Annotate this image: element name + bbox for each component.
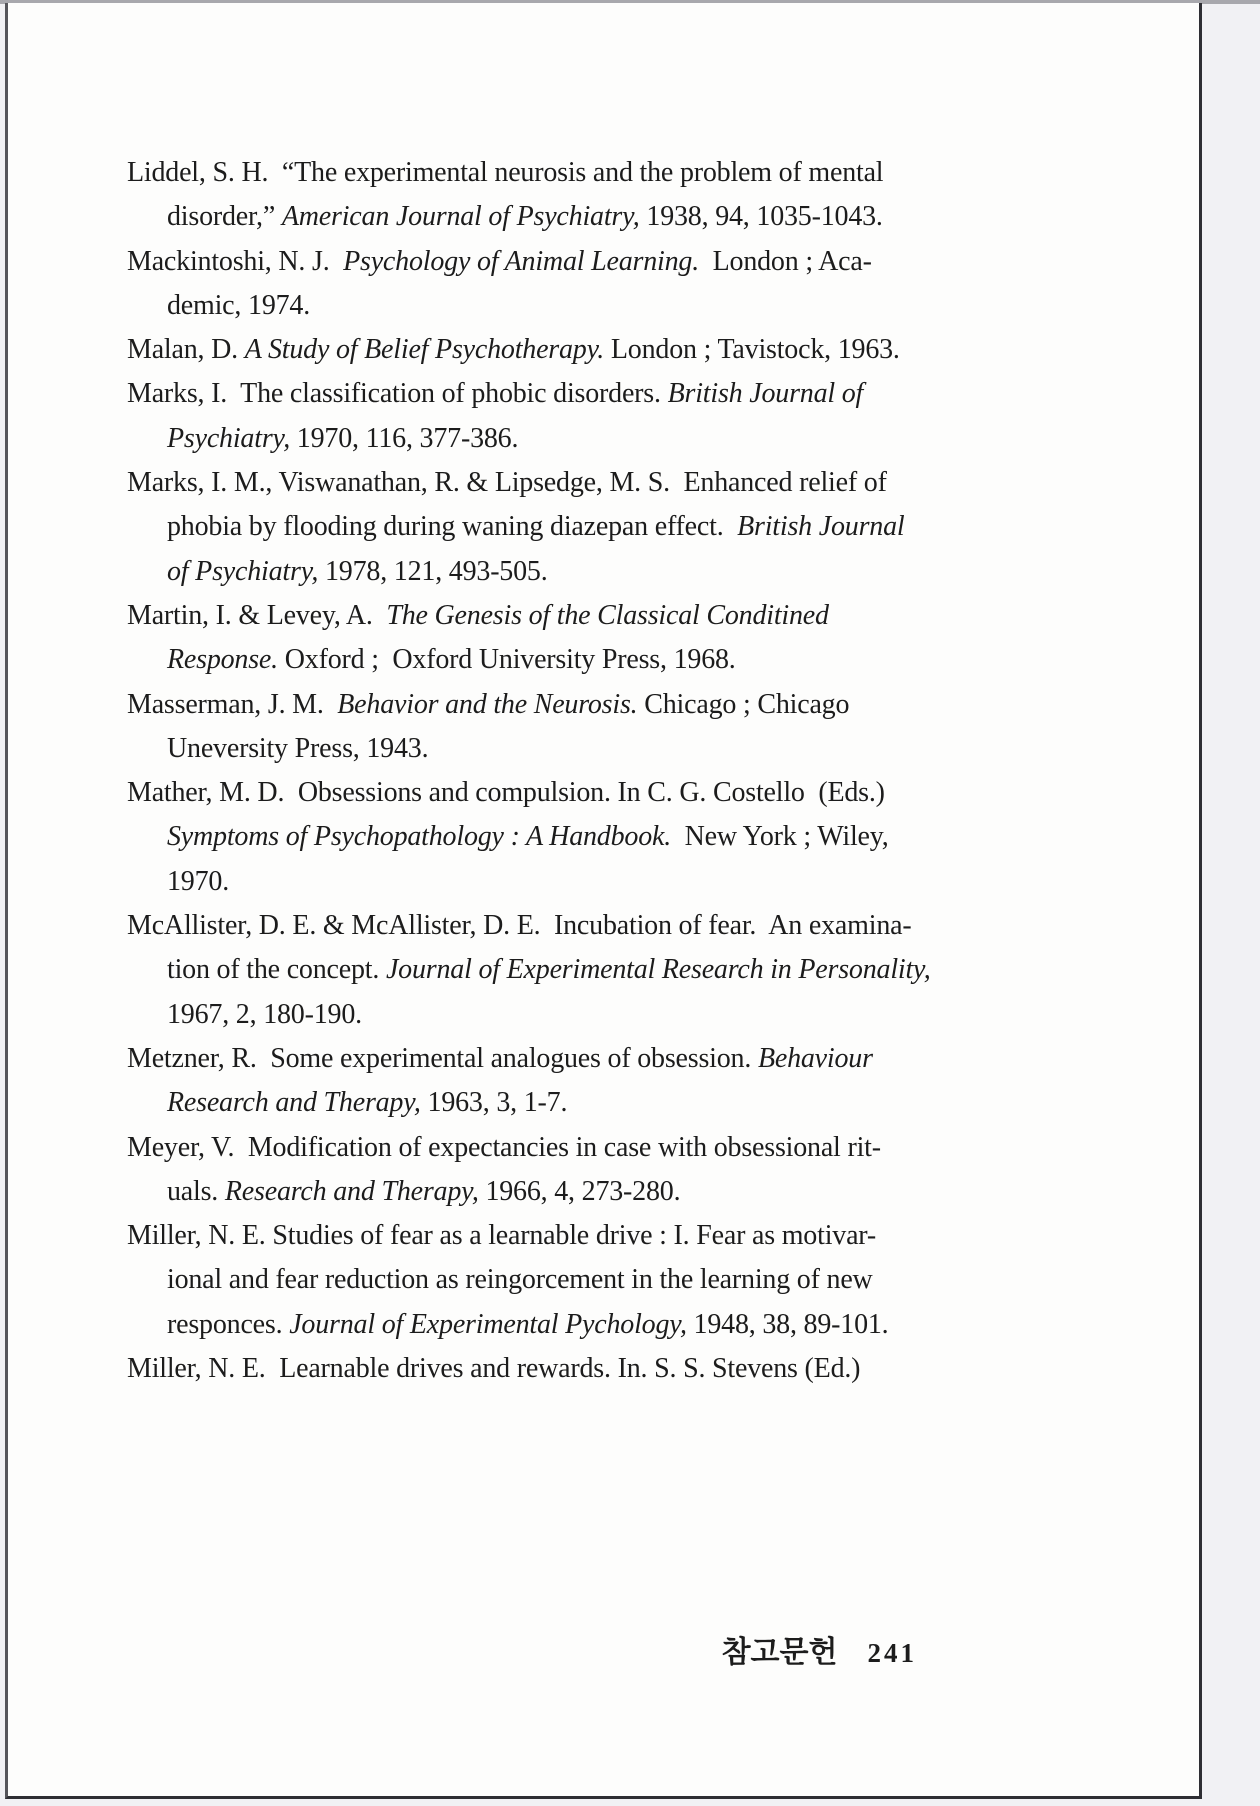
reference-line xyxy=(127,417,917,461)
reference-line xyxy=(127,284,917,328)
reference-text-segment: 1963, 3, 1-7. xyxy=(420,1087,568,1119)
reference-text-segment: Uneversity Press, 1943. xyxy=(167,732,429,764)
reference-line xyxy=(127,948,931,992)
reference-title-segment: British Journal xyxy=(737,511,905,543)
reference-entry xyxy=(127,461,917,594)
reference-title-segment: Journal of Experimental Research in Personality, xyxy=(385,954,931,986)
reference-entry xyxy=(127,372,917,461)
reference-text-segment: Miller, N. E. Studies of fear as a learnable drive : I. Fear as motivar- xyxy=(127,1220,876,1252)
reference-text-segment: ional and fear reduction as reingorcement in the learning of new xyxy=(167,1264,873,1296)
reference-entry xyxy=(127,1126,917,1215)
reference-text-segment: demic, 1974. xyxy=(167,289,311,321)
reference-text-segment: Mather, M. D. Obsessions and compulsion. In C. G. Costello (Eds.) xyxy=(127,777,885,809)
reference-text-segment: London ; Tavistock, 1963. xyxy=(604,334,900,366)
reference-text-segment: Marks, I. M., Viswanathan, R. & Lipsedge, M. S. Enhanced relief of xyxy=(127,467,887,499)
reference-line xyxy=(127,771,917,815)
reference-title-segment: Research and Therapy, xyxy=(224,1175,479,1207)
reference-text-segment: 1948, 38, 89-101. xyxy=(686,1308,889,1340)
reference-text-segment: McAllister, D. E. & McAllister, D. E. Incubation of fear. An examina- xyxy=(127,910,912,942)
reference-entry xyxy=(127,594,917,683)
reference-title-segment: Behaviour xyxy=(757,1042,873,1074)
reference-line xyxy=(127,815,917,859)
reference-title-segment: Response. xyxy=(167,644,278,676)
reference-line xyxy=(127,195,917,239)
reference-title-segment: Journal of Experimental Pychology, xyxy=(289,1308,687,1340)
reference-entry xyxy=(127,683,917,772)
reference-entry xyxy=(127,328,917,372)
reference-text-segment: Liddel, S. H. “The experimental neurosis and the problem of mental xyxy=(127,157,884,188)
reference-text-segment: Malan, D. xyxy=(127,334,245,366)
reference-entry xyxy=(127,240,917,329)
reference-line xyxy=(127,904,917,948)
reference-title-segment: Research and Therapy, xyxy=(167,1087,421,1119)
reference-title-segment: Psychology of Animal Learning. xyxy=(343,245,700,277)
reference-line xyxy=(127,683,917,727)
reference-text-segment: Metzner, R. Some experimental analogues of obsession. xyxy=(127,1042,758,1074)
reference-text-segment: 1967, 2, 180-190. xyxy=(167,998,362,1030)
reference-text-segment: 1970. xyxy=(167,865,230,897)
reference-line xyxy=(127,240,917,284)
footer-label: 참고문헌 xyxy=(721,1635,838,1670)
reference-text-segment: tion of the concept. xyxy=(167,954,386,986)
reference-line xyxy=(127,461,917,505)
reference-title-segment: Symptoms of Psychopathology : A Handbook. xyxy=(167,821,672,853)
reference-line xyxy=(127,1081,917,1125)
references-list xyxy=(127,151,931,1391)
reference-line xyxy=(127,860,917,904)
reference-line xyxy=(127,993,917,1037)
reference-line xyxy=(127,1303,917,1347)
page-footer xyxy=(127,1609,917,1689)
reference-text-segment: Miller, N. E. Learnable drives and rewards. In. S. S. Stevens (Ed.) xyxy=(127,1353,861,1385)
reference-line xyxy=(127,372,917,416)
reference-entry xyxy=(127,1037,917,1126)
reference-entry xyxy=(127,151,917,240)
page xyxy=(5,3,1202,1799)
reference-entry xyxy=(127,1347,917,1391)
reference-line xyxy=(127,550,917,594)
reference-text-segment: Mackintoshi, N. J. xyxy=(127,245,344,277)
reference-text-segment: Masserman, J. M. xyxy=(127,688,338,720)
reference-entry xyxy=(127,1214,917,1347)
reference-text-segment: Meyer, V. Modification of expectancies in case with obsessional rit- xyxy=(127,1131,881,1163)
reference-text-segment: 1978, 121, 493-505. xyxy=(318,555,548,587)
reference-line xyxy=(127,1037,917,1081)
reference-entry xyxy=(127,904,931,1037)
reference-text-segment: New York ; Wiley, xyxy=(671,821,889,853)
reference-line xyxy=(127,328,917,372)
reference-title-segment: A Study of Belief Psychotherapy. xyxy=(244,334,605,366)
reference-title-segment: British Journal of xyxy=(667,378,864,410)
reference-line xyxy=(127,1126,917,1170)
reference-line xyxy=(127,1170,917,1214)
reference-text-segment: phobia by flooding during waning diazepan effect. xyxy=(167,511,738,543)
reference-text-segment: Marks, I. The classification of phobic disorders. xyxy=(127,378,668,410)
reference-text-segment: Chicago ; Chicago xyxy=(637,688,850,720)
reference-line xyxy=(127,727,917,771)
reference-line xyxy=(127,505,917,549)
reference-text-segment: Oxford ; Oxford University Press, 1968. xyxy=(277,644,736,676)
reference-text-segment: 1966, 4, 273-280. xyxy=(478,1175,681,1207)
reference-text-segment: Martin, I. & Levey, A. xyxy=(127,599,387,631)
reference-line xyxy=(127,594,917,638)
reference-text-segment: London ; Aca- xyxy=(699,245,872,277)
reference-line xyxy=(127,1214,917,1258)
reference-entry xyxy=(127,771,917,904)
reference-line xyxy=(127,151,917,195)
reference-title-segment: American Journal of Psychiatry, xyxy=(281,201,640,233)
reference-line xyxy=(127,1347,917,1391)
reference-line xyxy=(127,1258,917,1302)
reference-title-segment: Psychiatry, xyxy=(167,422,290,454)
reference-title-segment: The Genesis of the Classical Conditined xyxy=(386,599,829,631)
reference-text-segment: 1938, 94, 1035-1043. xyxy=(639,201,883,233)
reference-title-segment: Behavior and the Neurosis. xyxy=(337,688,638,720)
reference-title-segment: of Psychiatry, xyxy=(167,555,319,587)
footer-page-number: 241 xyxy=(867,1638,917,1668)
reference-line xyxy=(127,638,917,682)
reference-text-segment: responces. xyxy=(167,1308,290,1340)
reference-text-segment: disorder,” xyxy=(167,201,282,233)
reference-text-segment: 1970, 116, 377-386. xyxy=(290,422,519,454)
reference-text-segment: uals. xyxy=(167,1175,225,1207)
